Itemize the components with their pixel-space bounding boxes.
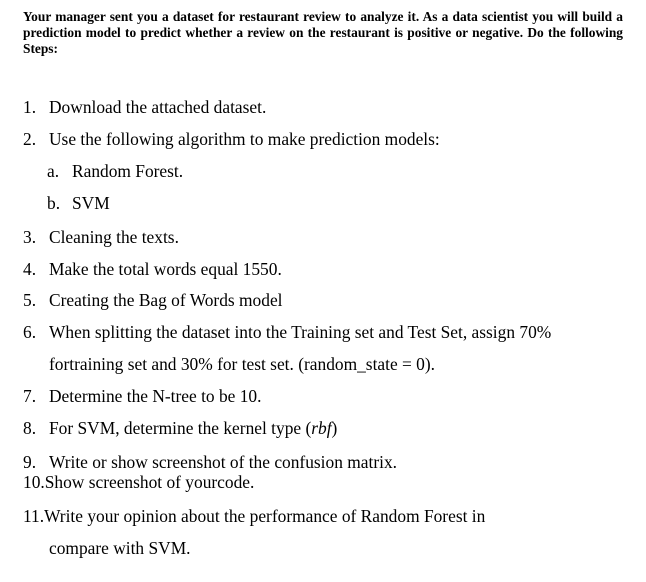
step-10: [23, 472, 254, 492]
step-number: 11.: [23, 506, 45, 526]
step-number: 6.: [23, 322, 37, 342]
step-text: Download the attached dataset.: [49, 97, 267, 117]
step-9: [23, 452, 397, 472]
step-text-close: ): [331, 418, 338, 438]
step-6-continuation: fortraining set and 30% for test set. (random_state = 0).: [49, 354, 436, 374]
step-8: [23, 418, 337, 438]
step-2: [23, 129, 440, 149]
step-text: Write your opinion about the performance of Random Forest in: [44, 506, 486, 526]
step-text: For SVM, determine the kernel type (: [49, 418, 312, 438]
step-number: b.: [47, 193, 61, 213]
step-7: [23, 386, 261, 406]
step-number: 7.: [23, 386, 37, 406]
step-6: [23, 322, 551, 342]
step-text: Make the total words equal 1550.: [49, 259, 282, 279]
step-number: 5.: [23, 290, 37, 310]
task-intro: Your manager sent you a dataset for restaurant review to analyze it. As a data scientist you will build a prediction model to predict whether a review on the restaurant is positive or negative. Do the following Steps:: [23, 9, 623, 56]
step-number: 10.: [23, 472, 45, 492]
substep-a: [47, 161, 183, 181]
step-number: 9.: [23, 452, 37, 472]
step-text: Write or show screenshot of the confusion matrix.: [49, 452, 397, 472]
step-11-continuation: compare with SVM.: [49, 538, 191, 558]
step-number: 1.: [23, 97, 37, 117]
kernel-type-italic: rbf: [311, 418, 332, 438]
substep-b: [47, 193, 110, 213]
step-text: Random Forest.: [72, 161, 184, 181]
step-11: [23, 506, 485, 526]
step-text: When splitting the dataset into the Training set and Test Set, assign 70%: [49, 322, 552, 342]
step-text: SVM: [72, 193, 110, 213]
step-4: [23, 259, 282, 279]
step-3: [23, 227, 179, 247]
step-text: Cleaning the texts.: [49, 227, 179, 247]
step-number: 3.: [23, 227, 37, 247]
step-number: 2.: [23, 129, 37, 149]
step-5: [23, 290, 283, 310]
step-text: Show screenshot of yourcode.: [44, 472, 255, 492]
step-text: Determine the N-tree to be 10.: [49, 386, 262, 406]
step-number: 4.: [23, 259, 37, 279]
step-text: Use the following algorithm to make prediction models:: [49, 129, 440, 149]
step-text: Creating the Bag of Words model: [49, 290, 283, 310]
step-number: 8.: [23, 418, 37, 438]
step-number: a.: [47, 161, 60, 181]
step-1: [23, 97, 266, 117]
